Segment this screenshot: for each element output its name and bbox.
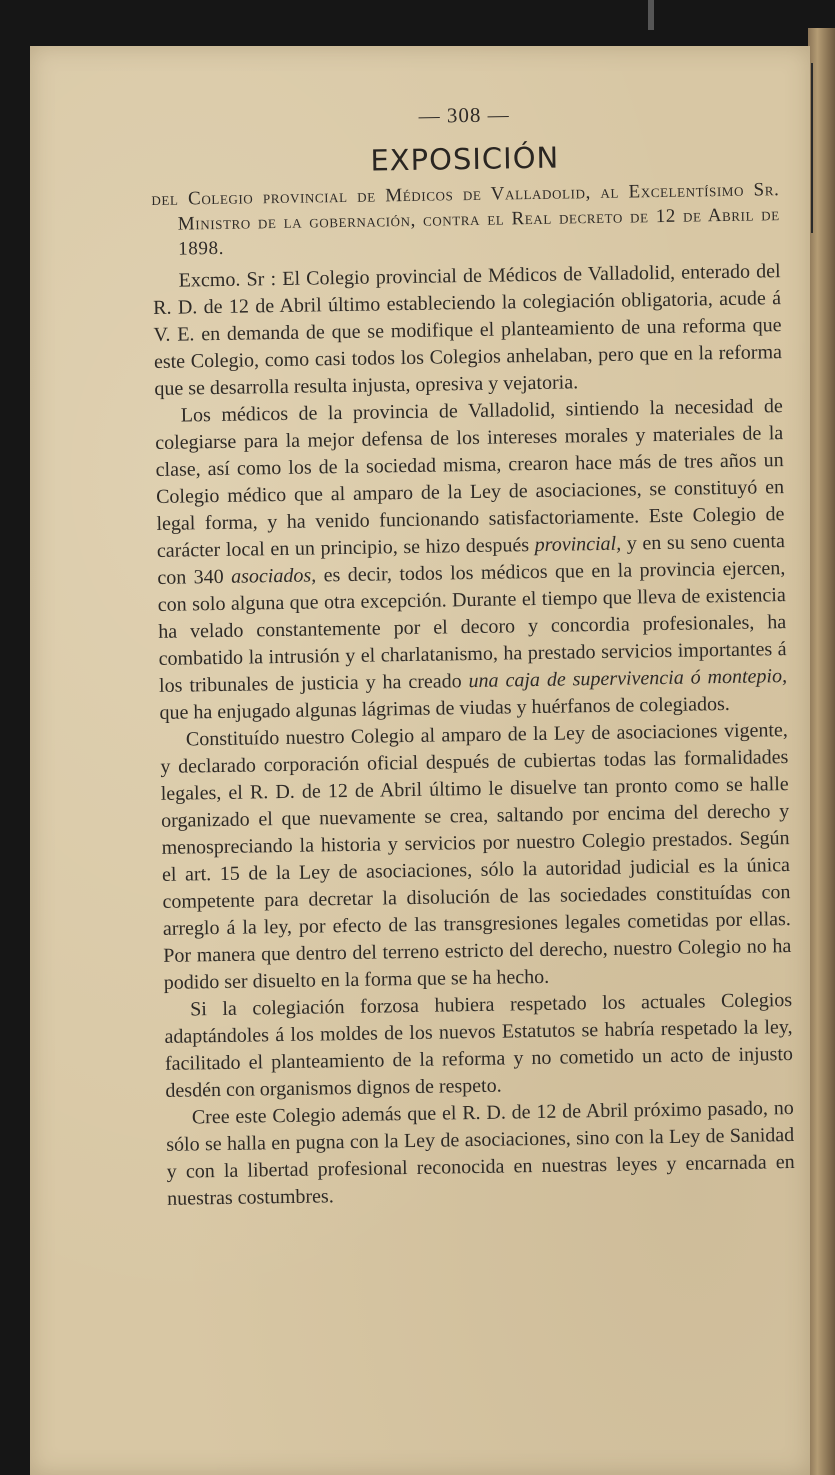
paragraph-2-italic-montepio: una caja de supervivencia ó montepio,: [468, 665, 788, 693]
paragraph-2-text-c: es decir, todos los médicos que en la provincia ejercen, con solo alguna que otra excepción. Durante el tiempo que lleva de existencia ha velado constantemente por el decoro y concordia profesionales, ha combatido la intrusión y el charlatanismo, ha prestado servicios importantes á los tribunales de justicia y ha creado: [157, 557, 787, 697]
document-title: EXPOSICIÓN: [370, 140, 560, 178]
paragraph-2: [155, 393, 788, 727]
paragraph-1: Excmo. Sr : El Colegio provincial de Médicos de Valladolid, enterado del R. D. de 12 de Abril último estableciendo la colegiación obligatoria, acude á V. E. en demanda de que se modifique el planteamiento de una reforma que este Colegio, como casi todos los Colegios anhelaban, pero que en la reforma que se desarrolla resulta injusta, opresiva y vejatoria.: [152, 260, 783, 400]
page-number: — 308 —: [418, 102, 510, 128]
page-content: [150, 98, 795, 1213]
paragraph-5: Cree este Colegio además que el R. D. de 12 de Abril próximo pasado, no sólo se halla en pugna con la Ley de asociaciones, sino con la Ley de Sanidad y con la libertad profesional reconocida en nuestras leyes y encarnada en nuestras costumbres.: [166, 1097, 795, 1210]
paragraph-2-text-a: Los médicos de la provincia de Valladolid, sintiendo la necesidad de colegiarse para la mejor defensa de los intereses morales y materiales de la clase, así como los de la sociedad misma, crearon hace más de tres años un Colegio médico que al amparo de la Ley de asociaciones, se constituyó en legal forma, y ha venido funcionando satisfactoriamente. Este Colegio de carácter local en un principio, se hizo después: [155, 395, 785, 562]
spine-edge: [811, 63, 831, 233]
paragraph-2-italic-asociados: asociados,: [230, 564, 317, 588]
binding-clip: [648, 0, 654, 30]
book-spine: [808, 28, 835, 1475]
paragraph-3: Constituído nuestro Colegio al amparo de la Ley de asociaciones vigente, y declarado corporación oficial después de cubiertas todas las formalidades legales, el R. D. de 12 de Abril último le disuelve tan pronto como se halle organizado el que nuevamente se crea, saltando por encima del derecho y menospreciando la historia y servicios por nuestro Colegio prestados. Según el art. 15 de la Ley de asociaciones, sólo la autoridad judicial es la única competente para decretar la disolución de las sociedades constituídas con arreglo á la ley, por efecto de las transgresiones legales cometidas por ellas. Por manera que dentro del terreno estricto del derecho, nuestro Colegio no ha podido ser disuelto en la forma que se ha hecho.: [160, 719, 792, 994]
paragraph-2-italic-provincial: provincial,: [534, 532, 622, 557]
document-subtitle: del Colegio provincial de Médicos de Valladolid, al Excelentísimo Sr. Ministro de la gobernación, contra el Real decreto de 12 de Abril de 1898.: [151, 179, 780, 260]
paragraph-2-text-d: que ha enjugado algunas lágrimas de viudas y huérfanos de colegiados.: [159, 692, 730, 724]
paragraph-2-text-b: y en su seno cuenta con 340: [157, 530, 786, 589]
paragraph-4: Si la colegiación forzosa hubiera respetado los actuales Colegios adaptándoles á los moldes de los nuevos Estatutos se habría respetado la ley, facilitado el planteamiento de la reforma y no cometido un acto de injusto desdén con organismos dignos de respeto.: [164, 989, 794, 1102]
